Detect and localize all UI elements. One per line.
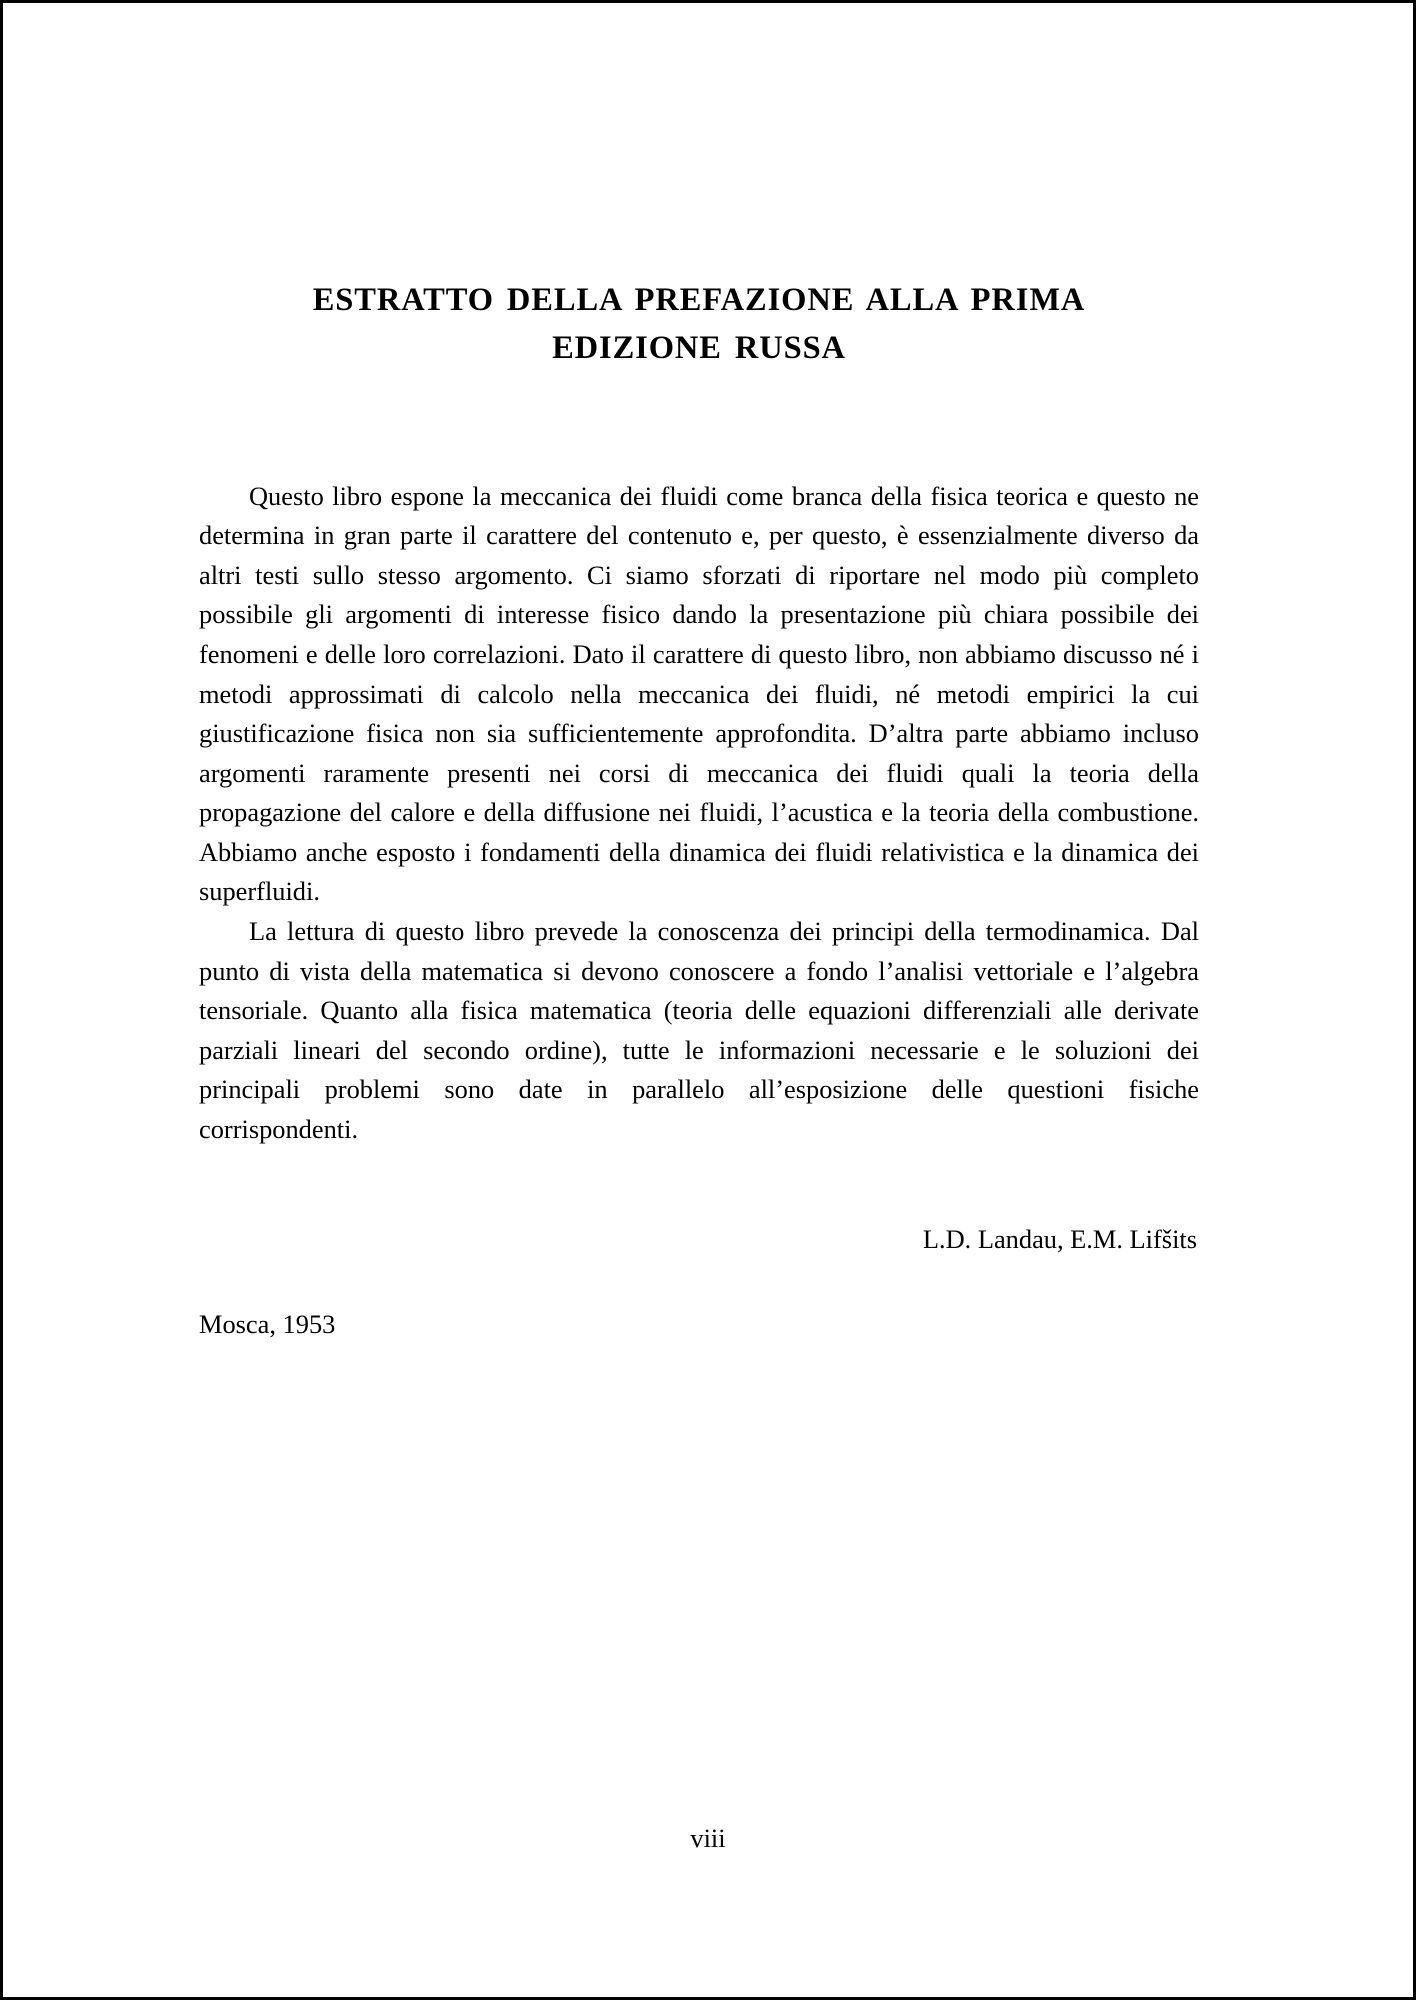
paragraph-2: La lettura di questo libro prevede la conoscenza dei principi della termodinamica. Dal punto di vista della matematica si devono conoscere a fondo l’analisi vettoriale e l’algebra tensoriale. Quanto alla fisica matematica (teoria delle equazioni differenziali alle derivate parziali lineari del secondo ordine), tutte le informazioni necessarie e le soluzioni dei principali problemi sono date in parallelo all’esposizione delle questioni fisiche corrispondenti. [199,916,1199,1145]
page-number: viii [690,1823,726,1853]
paragraph-1: Questo libro espone la meccanica dei fluidi come branca della fisica teorica e questo ne determina in gran parte il carattere del contenuto e, per questo, è essenzialmente diverso da altri testi sullo stesso argomento. Ci siamo sforzati di riportare nel modo più completo possibile gli argomenti di interesse fisico dando la presentazione più chiara possibile dei fenomeni e delle loro correlazioni. Dato il carattere di questo libro, non abbiamo discusso né i metodi approssimati di calcolo nella meccanica dei fluidi, né metodi empirici la cui giustificazione fisica non sia sufficientemente approfondita. D’altra parte abbiamo incluso argomenti raramente presenti nei corsi di meccanica dei fluidi quali la teoria della propagazione del calore e della diffusione nei fluidi, l’acustica e la teoria della combustione. Abbiamo anche esposto i fondamenti della dinamica dei fluidi relativistica e la dinamica dei superfluidi. [199,480,1199,907]
body-text [199,477,1199,1150]
page-title [199,3,1199,373]
page-content [199,3,1199,2000]
author-signature: L.D. Landau, E.M. Lifšits [922,1223,1197,1254]
place-and-date: Mosca, 1953 [199,1309,336,1340]
page-title-line-2: EDIZIONE RUSSA [552,329,846,366]
page-title-line-1: ESTRATTO DELLA PREFAZIONE ALLA PRIMA [312,282,1086,318]
